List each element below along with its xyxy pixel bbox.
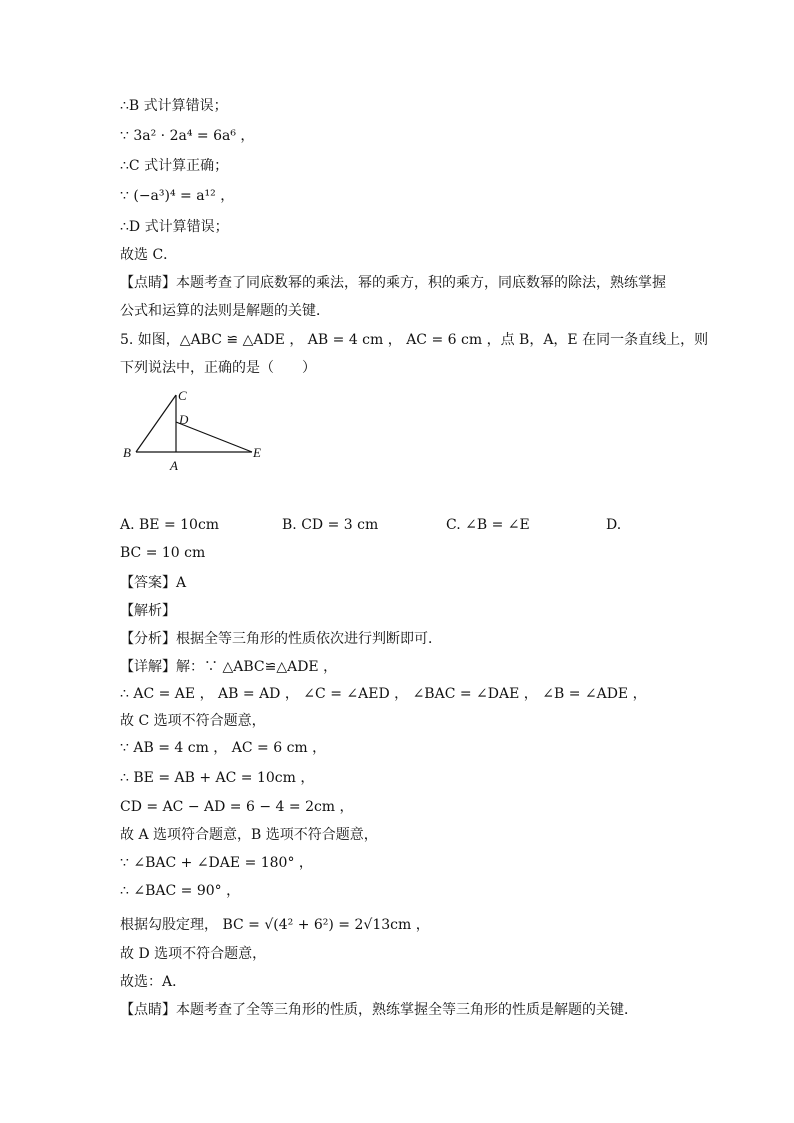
option-d-value: BC = 10 cm [120,545,206,561]
segment-bc [136,395,176,452]
label-e: E [253,445,261,460]
label-a: A [170,458,178,473]
label-b: B [123,445,131,460]
analysis-line: 【分析】根据全等三角形的性质依次进行判断即可． [120,631,442,647]
text-line: ∵ 3a² · 2a⁴ = 6a⁶ ， [120,128,255,144]
option-a: A. BE = 10cm [120,517,220,533]
detail-line: 【详解】解：∵ △ABC≌△ADE ， [120,659,338,675]
text-line: 【点睛】本题考查了同底数幂的乘法，幂的乘方，积的乘方，同底数幂的除法，熟练掌握 [120,275,666,291]
text-line: ∵ (−a³)⁴ = a¹² ， [120,188,235,204]
option-d: D. [606,517,622,533]
detail-line: ∴ AC = AE ， AB = AD ， ∠C = ∠AED ， ∠BAC = ∠DAE ， ∠B = ∠ADE ， [120,686,647,702]
option-c: C. ∠B = ∠E [446,517,530,533]
detail-line: ∴ BE = AB + AC = 10cm ， [120,770,315,786]
detail-line: 故选：A． [120,974,187,990]
comment-line: 【点睛】本题考查了全等三角形的性质，熟练掌握全等三角形的性质是解题的关键． [120,1002,638,1018]
answer-line: 【答案】A [120,575,187,591]
label-c: C [178,388,187,403]
detail-line: 故 D 选项不符合题意， [120,946,267,962]
question-stem: 下列说法中，正确的是（ ） [120,360,316,376]
detail-line: 故 A 选项符合题意，B 选项不符合题意， [120,827,378,843]
analysis-heading: 【解析】 [120,603,176,619]
detail-line: 故 C 选项不符合题意， [120,713,266,729]
detail-line: 根据勾股定理， BC = √(4² + 6²) = 2√13cm ， [120,917,430,933]
detail-line: ∵ ∠BAC + ∠DAE = 180° ， [120,855,313,871]
text-line: ∴D 式计算错误； [120,219,229,235]
text-line: 故选 C． [120,247,178,263]
detail-line: ∵ AB = 4 cm ， AC = 6 cm ， [120,740,327,756]
option-b: B. CD = 3 cm [282,517,379,533]
label-d: D [179,412,189,427]
triangle-figure [118,386,278,486]
text-line: ∴C 式计算正确； [120,158,229,174]
text-line: 公式和运算的法则是解题的关键． [120,303,330,319]
text-line: ∴B 式计算错误； [120,98,228,114]
detail-line: CD = AC − AD = 6 − 4 = 2cm ， [120,799,354,815]
question-stem: 5. 如图，△ABC ≌ △ADE ， AB = 4 cm ， AC = 6 cm ，点 B，A，E 在同一条直线上，则 [120,332,709,348]
detail-line: ∴ ∠BAC = 90° ， [120,883,241,899]
